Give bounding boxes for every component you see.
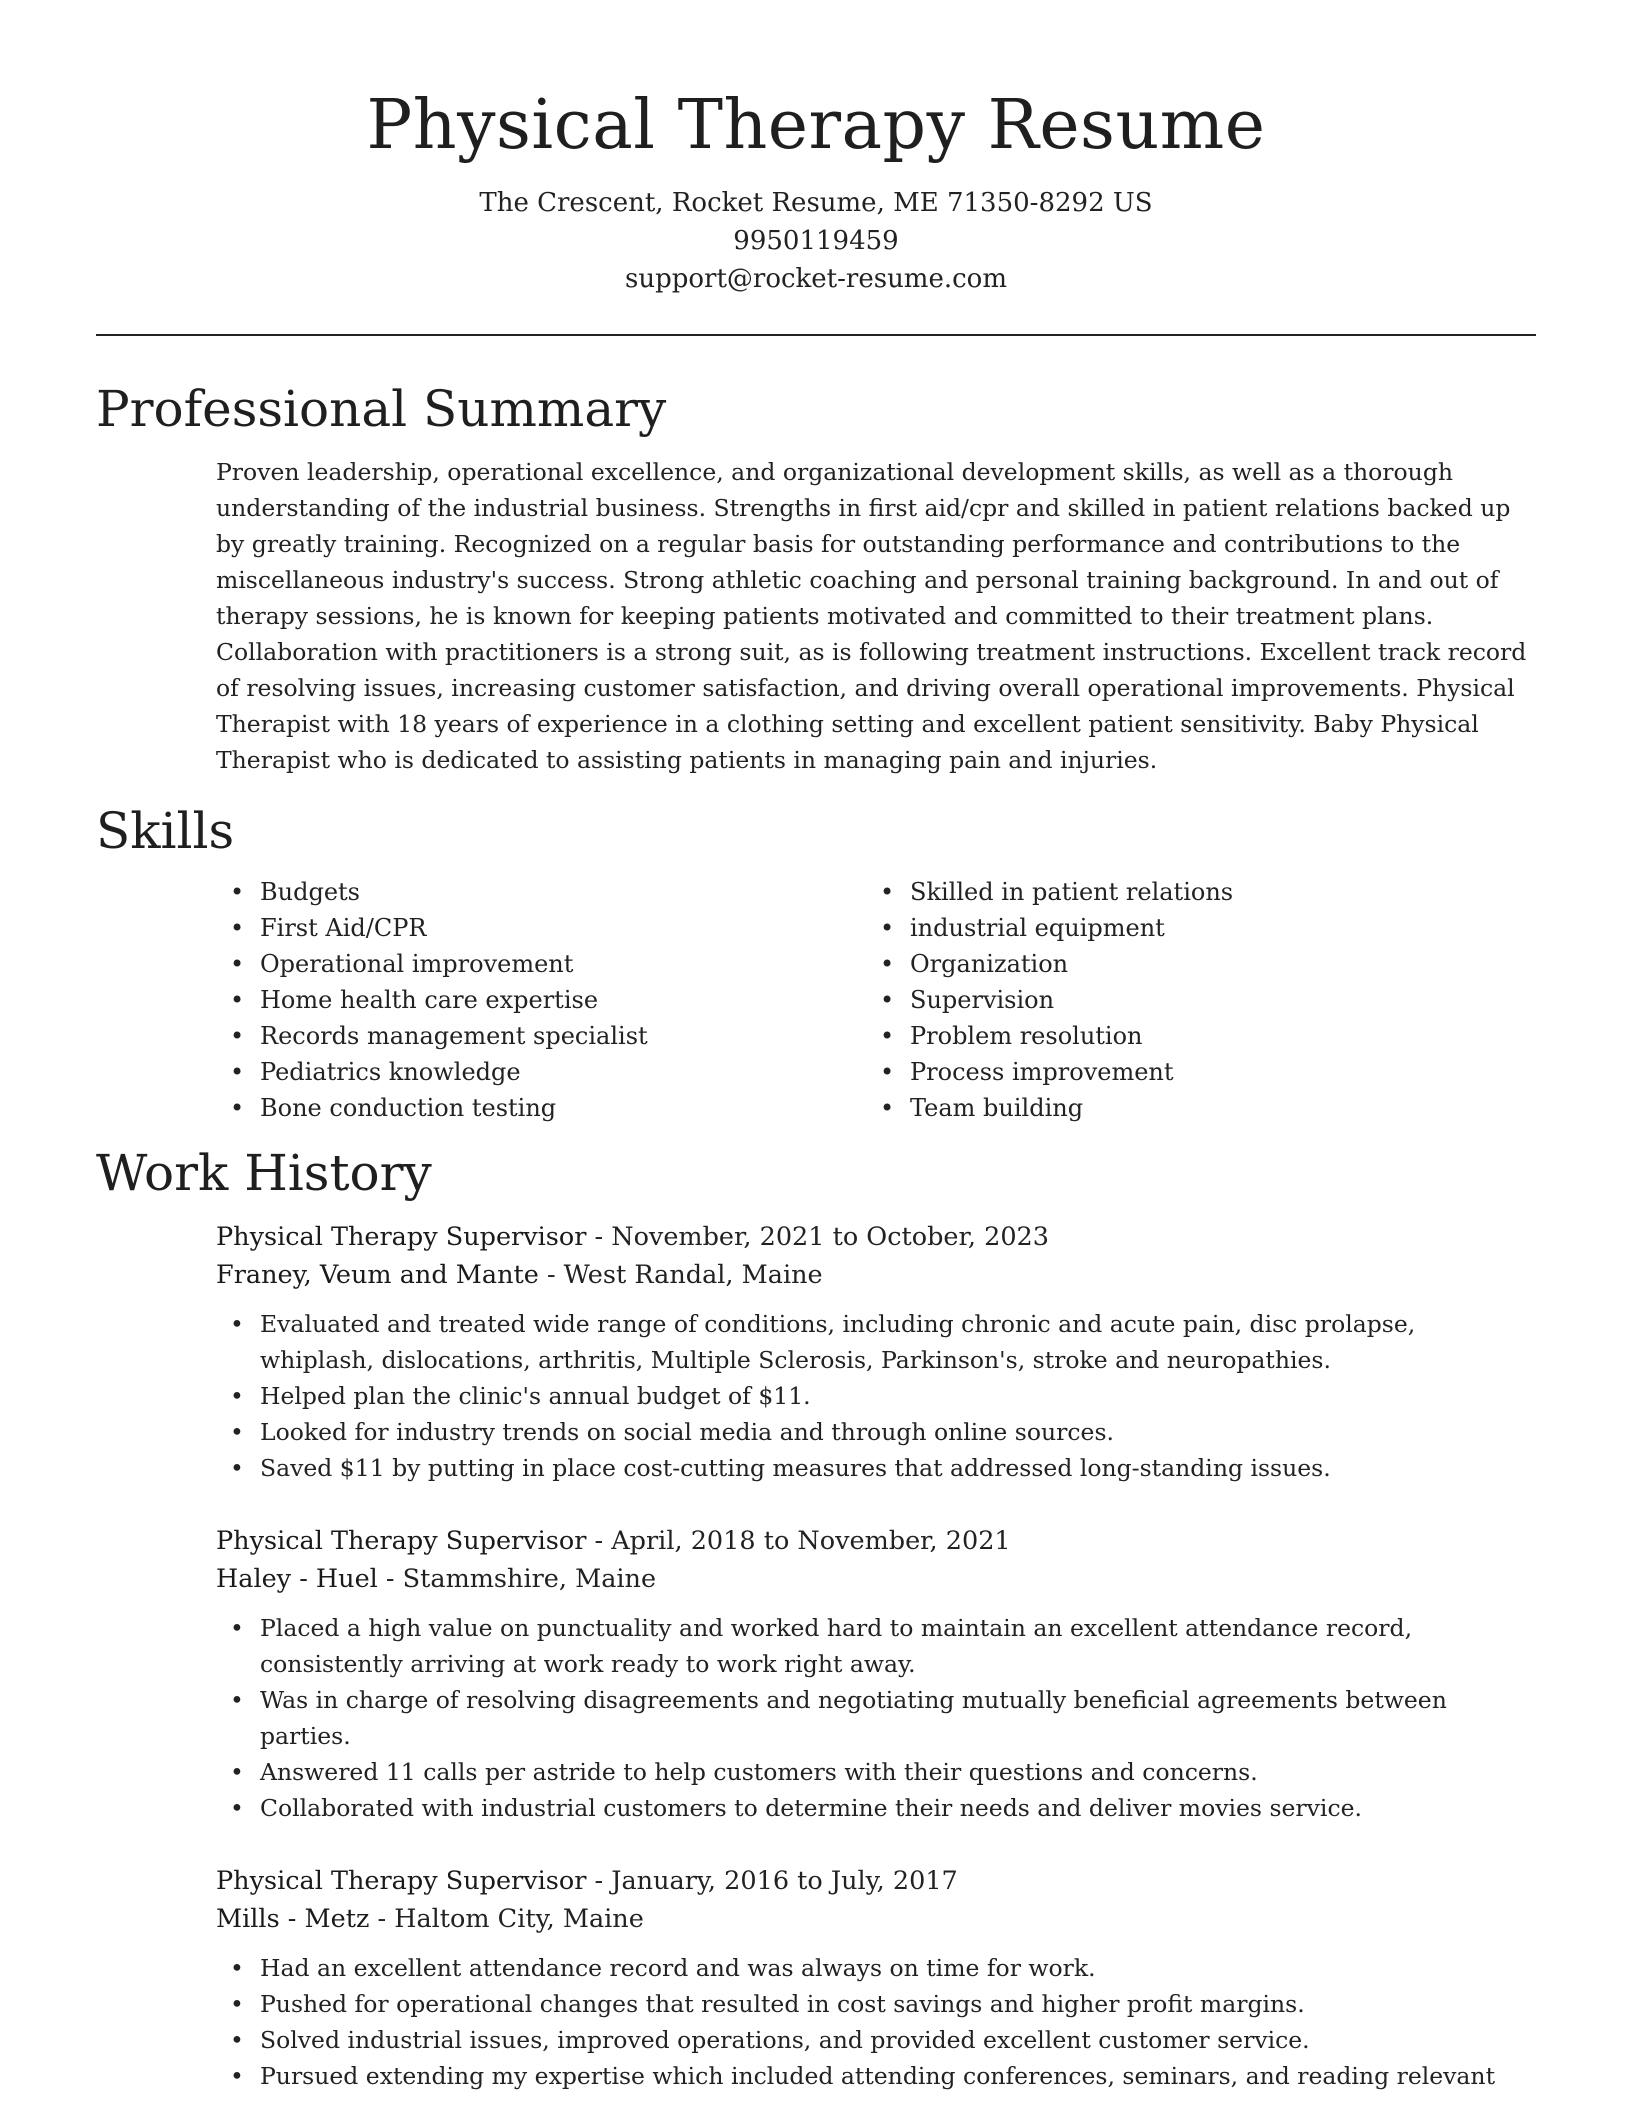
summary-heading: Professional Summary xyxy=(96,380,667,438)
separator: - xyxy=(538,1260,564,1290)
separator: - xyxy=(586,1526,612,1556)
duty-item: • Answered 11 calls per astride to help customers with their questions and concerns. xyxy=(216,1754,1536,1790)
duty-item: • Placed a high value on punctuality and worked hard to maintain an excellent attendance record, consistently arriving at work ready to work right away. xyxy=(216,1610,1536,1682)
job-duties xyxy=(216,1610,1536,1826)
skill-item: • Team building xyxy=(866,1090,1516,1126)
job-entry xyxy=(216,1218,1536,1486)
duty-item: • Looked for industry trends on social media and through online sources. xyxy=(216,1414,1536,1450)
duty-item: • Had an excellent attendance record and was always on time for work. xyxy=(216,1950,1536,1986)
skill-item: • Pediatrics knowledge xyxy=(216,1054,866,1090)
job-company: Franey, Veum and Mante xyxy=(216,1260,539,1290)
job-location: West Randal, Maine xyxy=(563,1260,823,1290)
job-dates: November, 2021 to October, 2023 xyxy=(611,1222,1050,1252)
resume-title: Physical Therapy Resume xyxy=(366,86,1266,165)
address: The Crescent, Rocket Resume, ME 71350-8292 US xyxy=(479,188,1153,218)
resume-header xyxy=(96,0,1536,298)
job-entry xyxy=(216,1862,1536,2094)
skills-column-left xyxy=(216,874,866,1126)
header-divider xyxy=(96,334,1536,336)
skill-item: • Skilled in patient relations xyxy=(866,874,1516,910)
duty-item: • Pushed for operational changes that resulted in cost savings and higher profit margins. xyxy=(216,1986,1536,2022)
skill-item: • Home health care expertise xyxy=(216,982,866,1018)
skills-list xyxy=(216,874,1536,1126)
job-company-line xyxy=(216,1900,1536,1938)
job-company: Mills - Metz xyxy=(216,1904,370,1934)
skill-item: • industrial equipment xyxy=(866,910,1516,946)
job-location: Haltom City, Maine xyxy=(394,1904,644,1934)
skills-column-right xyxy=(866,874,1516,1126)
duty-item: • Evaluated and treated wide range of conditions, including chronic and acute pain, disc prolapse, whiplash, dislocations, arthritis, Multiple Sclerosis, Parkinson's, stroke and neuropathies. xyxy=(216,1306,1536,1378)
skill-item: • Supervision xyxy=(866,982,1516,1018)
job-role: Physical Therapy Supervisor xyxy=(216,1866,587,1896)
duty-item: • Solved industrial issues, improved operations, and provided excellent customer service. xyxy=(216,2022,1536,2058)
job-company-line xyxy=(216,1256,1536,1294)
job-title-line xyxy=(216,1522,1536,1560)
duty-item: • Saved $11 by putting in place cost-cutting measures that addressed long-standing issues. xyxy=(216,1450,1536,1486)
job-dates: April, 2018 to November, 2021 xyxy=(611,1526,1011,1556)
job-company: Haley - Huel xyxy=(216,1564,378,1594)
work-history-heading: Work History xyxy=(96,1144,432,1202)
skill-item: • Bone conduction testing xyxy=(216,1090,866,1126)
job-duties xyxy=(216,1306,1536,1486)
separator: - xyxy=(377,1564,403,1594)
phone: 9950119459 xyxy=(733,226,899,256)
skill-item: • Process improvement xyxy=(866,1054,1516,1090)
skill-item: • Records management specialist xyxy=(216,1018,866,1054)
summary-text: Proven leadership, operational excellence, and organizational development skills, as well as a thorough understanding of the industrial business. Strengths in first aid/cpr and skilled in patient relations backed up by greatly training. Recognized on a regular basis for outstanding performance and contributions to the miscellaneous industry's success. Strong athletic coaching and personal training background. In and out of therapy sessions, he is known for keeping patients motivated and committed to their treatment plans. Collaboration with practitioners is a strong suit, as is following treatment instructions. Excellent track record of resolving issues, increasing customer satisfaction, and driving overall operational improvements. Physical Therapist with 18 years of experience in a clothing setting and excellent patient sensitivity. Baby Physical Therapist who is dedicated to assisting patients in managing pain and injuries. xyxy=(216,458,1527,774)
job-role: Physical Therapy Supervisor xyxy=(216,1222,587,1252)
duty-item: • Helped plan the clinic's annual budget of $11. xyxy=(216,1378,1536,1414)
job-duties xyxy=(216,1950,1536,2094)
skills-heading: Skills xyxy=(96,802,235,860)
duty-item: • Collaborated with industrial customers to determine their needs and deliver movies service. xyxy=(216,1790,1536,1826)
job-title-line xyxy=(216,1218,1536,1256)
skill-item: • Budgets xyxy=(216,874,866,910)
job-dates: January, 2016 to July, 2017 xyxy=(611,1866,958,1896)
separator: - xyxy=(586,1222,612,1252)
skill-item: • Organization xyxy=(866,946,1516,982)
job-role: Physical Therapy Supervisor xyxy=(216,1526,587,1556)
skill-item: • Problem resolution xyxy=(866,1018,1516,1054)
skill-item: • Operational improvement xyxy=(216,946,866,982)
job-location: Stammshire, Maine xyxy=(402,1564,657,1594)
duty-item: • Pursued extending my expertise which included attending conferences, seminars, and reading relevant xyxy=(216,2058,1536,2094)
separator: - xyxy=(369,1904,395,1934)
skill-item: • First Aid/CPR xyxy=(216,910,866,946)
separator: - xyxy=(586,1866,612,1896)
work-history-list xyxy=(216,1218,1536,2094)
duty-item: • Was in charge of resolving disagreements and negotiating mutually beneficial agreements between parties. xyxy=(216,1682,1536,1754)
job-company-line xyxy=(216,1560,1536,1598)
contact-block xyxy=(96,184,1536,298)
job-title-line xyxy=(216,1862,1536,1900)
email: support@rocket-resume.com xyxy=(624,264,1007,294)
job-entry xyxy=(216,1522,1536,1826)
